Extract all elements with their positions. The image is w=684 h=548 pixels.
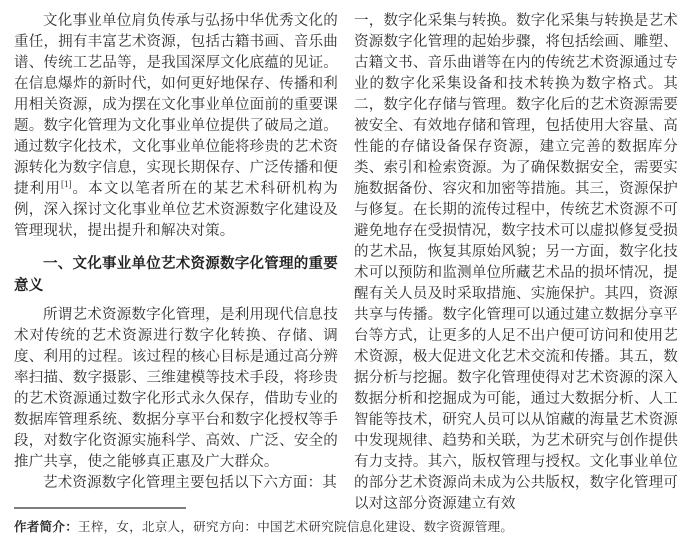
author-bio-text: 王梓，女，北京人，研究方向：中国艺术研究院信息化建设、数字资源管理。 (78, 520, 514, 534)
footnote-divider (14, 507, 186, 509)
intro-paragraph-text: 文化事业单位肩负传承与弘扬中华优秀文化的重任，拥有丰富艺术资源，包括古籍书画、音乐曲谱、传统工艺品等，是我国深厚文化底蕴的见证。在信息爆炸的新时代，如何更好地保存、传播和利用相关资源，成为摆在文化事业单位面前的重要课题。数字化管理为文化事业单位提供了破局之道。通过数字化技术，文化事业单位能将珍贵的艺术资源转化为数字信息，实现长期保存、广泛传播和便捷利用 (14, 13, 338, 197)
footnote-reference-marker: [1] (61, 179, 72, 190)
author-bio (14, 519, 670, 536)
left-column (14, 11, 338, 515)
section-heading: 一、文化事业单位艺术资源数字化管理的重要意义 (14, 256, 338, 294)
six-aspects-paragraph-continued: 一，数字化采集与转换。数字化采集与转换是艺术资源数字化管理的起始步骤，将包括绘画、雕塑、古籍文书、音乐曲谱等在内的传统艺术资源通过专业的数字化采集设备和技术转换为数字格式。其二，数字化存储与管理。数字化后的艺术资源需要被安全、有效地存储和管理，包括使用大容量、高性能的存储设备保存资源，建立完善的数据库分类、索引和检索资源。为了确保数据安全，需要实施数据备份、容灾和加密等措施。其三，资源保护与修复。在长期的流传过程中，传统艺术资源不可避免地存在受损情况，数字技术可以虚拟修复受损的艺术品，恢复其原始风貌；另一方面，数字化技术可以预防和监测单位所藏艺术品的损坏情况，提醒有关人员及时采取措施、实施保护。其四，资源共享与传播。数字化管理可以通过建立数据分享平台等方式，让更多的人足不出户便可访问和使用艺术资源，极大促进文化艺术交流和传播。其五，数据分析与挖掘。数字化管理使得对艺术资源的深入数据分析和挖掘成为可能，通过大数据分析、人工智能等技术，研究人员可以从馆藏的海量艺术资源中发现规律、趋势和关联，为艺术研究与创作提供有力支持。其六，版权管理与授权。文化事业单位的部分艺术资源尚未成为公共版权，数字化管理可以对这部分资源建立有效 (354, 13, 678, 512)
intro-paragraph-text-continued: 。本文以笔者所在的某艺术科研机构为例，深入探讨文化事业单位艺术资源数字化建设及管理现状，提出提升和解决对策。 (14, 181, 338, 239)
intro-paragraph (14, 11, 338, 242)
author-footnote (14, 507, 670, 536)
six-aspects-paragraph-start: 艺术资源数字化管理主要包括以下六方面：其 (43, 475, 337, 491)
definition-paragraph: 所谓艺术资源数字化管理，是利用现代信息技术对传统的艺术资源进行数字化转换、存储、调度、利用的过程。该过程的核心目标是通过高分辨率扫描、数字摄影、三维建模等技术手段，将珍贵的艺术资源通过数字化形式永久保存，借助专业的数据库管理系统、数据分享平台和数字化授权等手段，对数字化资源实施科学、高效、广泛、安全的推广共享，使之能够真正惠及广大群众。 (14, 307, 338, 470)
author-bio-label: 作者简介： (14, 520, 79, 534)
right-column (354, 11, 678, 515)
